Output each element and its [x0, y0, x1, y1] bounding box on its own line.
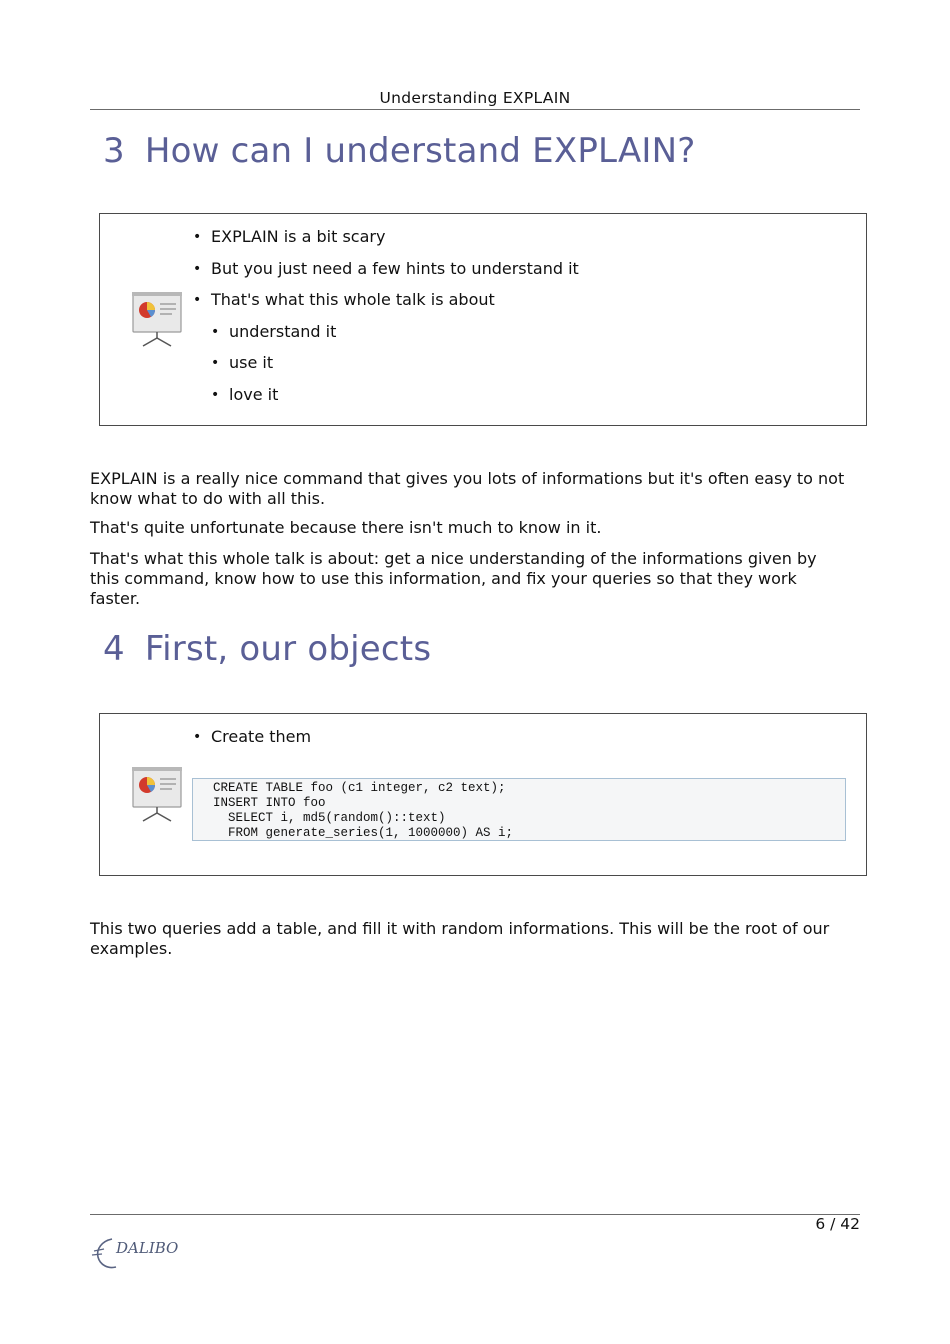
section-title: How can I understand EXPLAIN? [144, 131, 696, 171]
presentation-icon [130, 766, 184, 822]
section-title: First, our objects [144, 629, 432, 669]
body-paragraph: That's what this whole talk is about: get a nice understanding of the informations given by this command, know how to use this information, and fix your queries so that they work faster. [90, 549, 817, 608]
code-block: CREATE TABLE foo (c1 integer, c2 text); INSERT INTO foo SELECT i, md5(random()::text) FROM generate_series(1, 1000000) AS i; [192, 778, 846, 841]
logo-text: DALIBO [116, 1239, 179, 1257]
list-item: • EXPLAIN is a bit scary [211, 227, 579, 259]
list-item: • That's what this whole talk is about [211, 290, 579, 322]
body-paragraph: That's quite unfortunate because there isn't much to know in it. [90, 518, 602, 537]
list-item: • love it [229, 385, 579, 417]
list-item: • use it [229, 353, 579, 385]
list-item: • Create them [211, 727, 311, 759]
body-paragraph: This two queries add a table, and fill it with random informations. This will be the root of our examples. [90, 919, 830, 958]
page-number: 6 / 42 [815, 1215, 860, 1233]
section-3-heading [103, 131, 696, 171]
section-number: 4 [103, 629, 125, 669]
slide-box [99, 713, 867, 876]
list-item: • But you just need a few hints to understand it [211, 259, 579, 291]
bullet-list [211, 727, 311, 759]
running-header: Understanding EXPLAIN [90, 89, 860, 110]
presentation-icon [130, 291, 184, 347]
bullet-list [211, 227, 579, 416]
section-4-heading [103, 629, 431, 669]
list-item: • understand it [229, 322, 579, 354]
body-paragraph: EXPLAIN is a really nice command that gives you lots of informations but it's often easy to not know what to do with all this. [90, 469, 845, 508]
dalibo-logo-icon [90, 1233, 179, 1273]
slide-box [99, 213, 867, 426]
section-number: 3 [103, 131, 125, 171]
